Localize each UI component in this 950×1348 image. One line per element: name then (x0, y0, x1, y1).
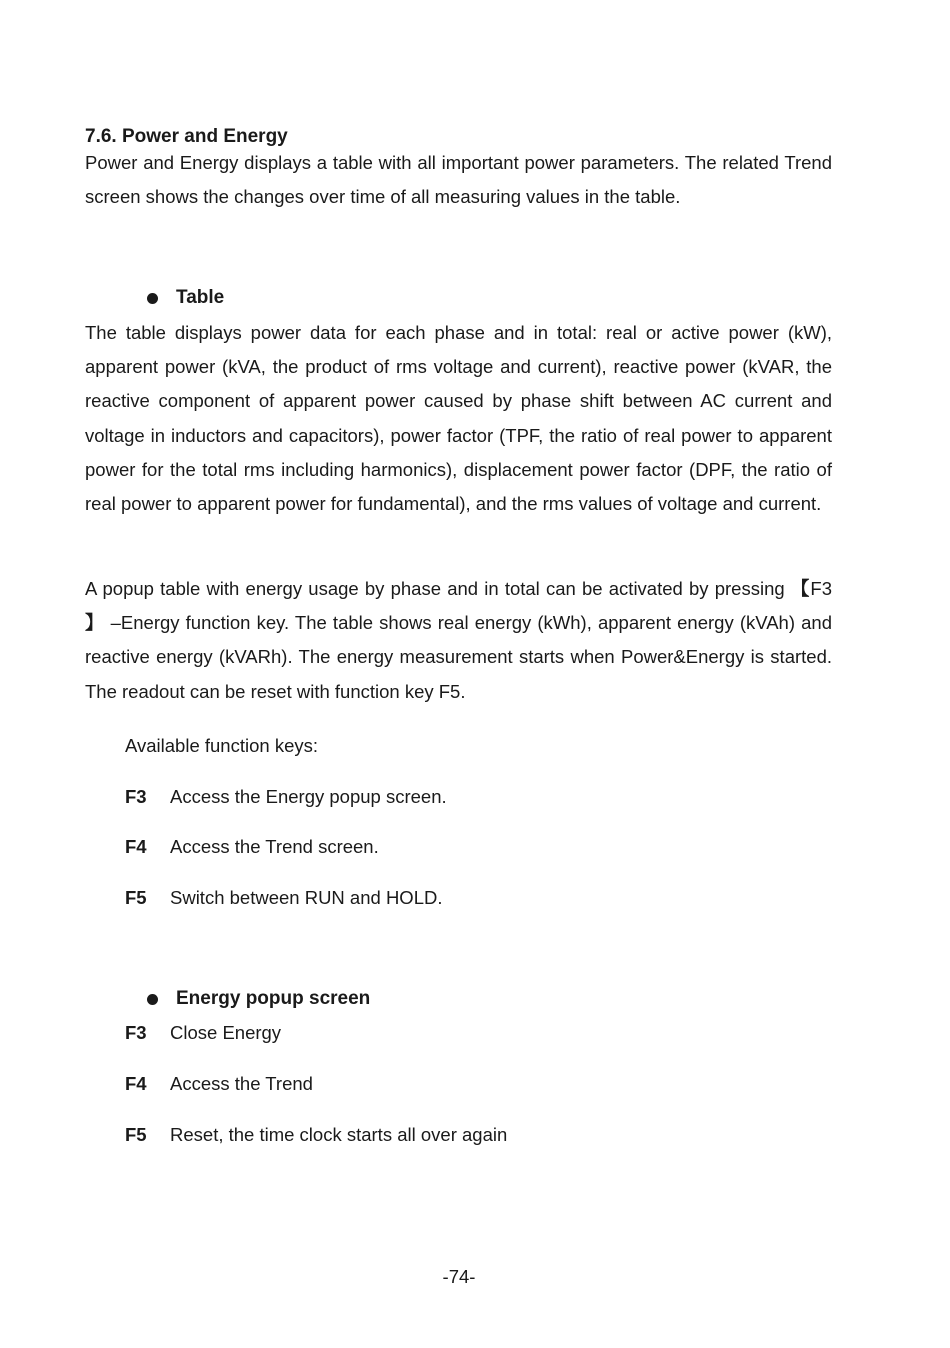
function-key: F4 (125, 836, 147, 857)
available-keys-label: Available function keys: (125, 735, 318, 756)
function-key-row (125, 1124, 507, 1146)
function-key-desc: Switch between RUN and HOLD. (170, 887, 443, 908)
page-number: -74- (442, 1266, 476, 1287)
function-key: F3 (125, 1022, 147, 1043)
table-description: The table displays power data for each phase and in total: real or active power (kW), apparent power (kVA, the product of rms voltage and current), reactive power (kVAR, the reactive component of apparent power caused by phase shift between AC current and voltage in inductors and capacitors), power factor (TPF, the ratio of real power to apparent power for the total rms including harmonics), displacement power factor (DPF, the ratio of real power to apparent power for fundamental), and the rms values of voltage and current. (85, 322, 832, 515)
bullet-energy-popup (147, 988, 370, 1010)
function-key-desc: Access the Trend screen. (170, 836, 379, 857)
para2-rest: –Energy function key. The table shows real energy (kWh), apparent energy (kVAh) and reactive energy (kVARh). The energy measurement starts when Power&Energy is started. The readout can be reset with function key F5. (85, 612, 832, 702)
function-key: F5 (125, 887, 147, 908)
function-key-desc: Access the Energy popup screen. (170, 786, 447, 807)
function-key-desc: Close Energy (170, 1022, 282, 1043)
para2-key: F3 (810, 578, 832, 599)
para2-lead: A popup table with energy usage by phase and in total can be activated by pressing (85, 578, 791, 599)
function-key: F4 (125, 1073, 147, 1094)
function-key: F3 (125, 786, 147, 807)
function-key-desc: Access the Trend (170, 1073, 313, 1094)
bullet-energy-title: Energy popup screen (176, 988, 371, 1009)
energy-popup-description (85, 572, 832, 709)
bullet-icon (147, 994, 158, 1005)
bullet-table-title: Table (176, 287, 225, 308)
section-heading: 7.6. Power and Energy (85, 126, 288, 147)
function-key: F5 (125, 1124, 147, 1145)
key-bracket-open: 【 (790, 578, 811, 599)
function-key-row (125, 1022, 281, 1044)
section-intro: Power and Energy displays a table with all important power parameters. The related Trend screen shows the changes over time of all measuring values in the table. (85, 152, 832, 208)
function-key-row (125, 786, 447, 808)
function-key-row (125, 836, 379, 858)
function-key-row (125, 1073, 313, 1095)
key-bracket-close: 】 (85, 612, 105, 634)
bullet-icon (147, 293, 158, 304)
function-key-desc: Reset, the time clock starts all over again (170, 1124, 508, 1145)
bullet-table (147, 287, 224, 309)
function-key-row (125, 887, 442, 909)
